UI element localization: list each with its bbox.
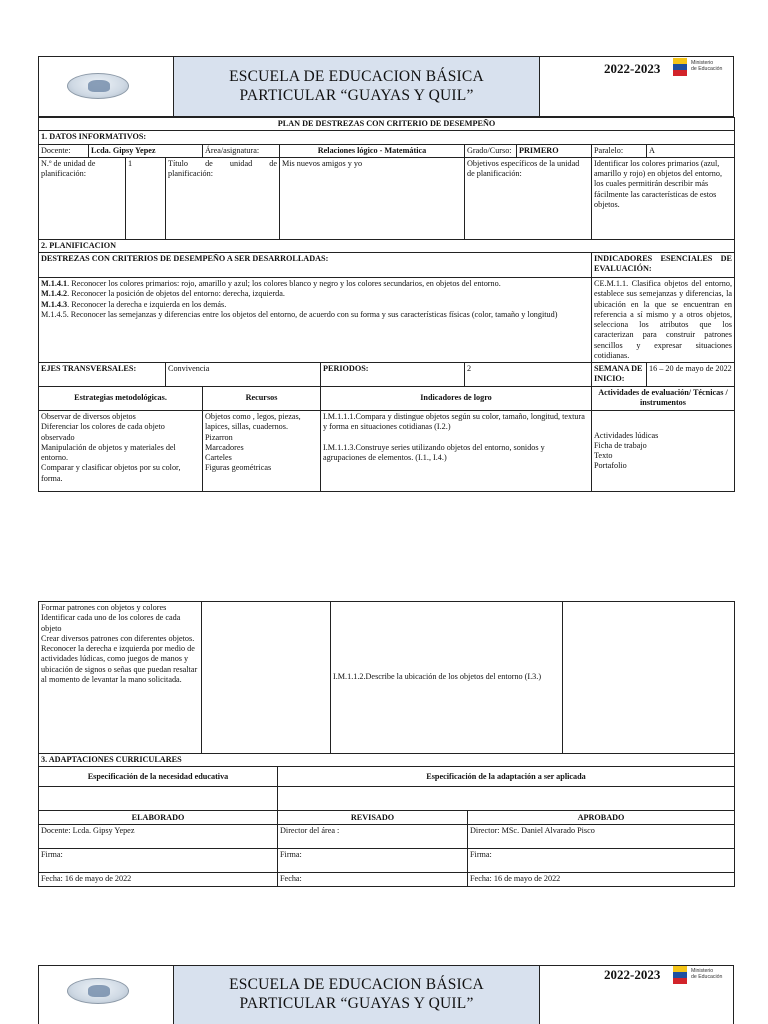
- docente-value: Lcda. Gipsy Yepez: [89, 144, 203, 157]
- grado-value: PRIMERO: [517, 144, 592, 157]
- indicadores-logro-cell: I.M.1.1.1.Compara y distingue objetos según su color, tamaño, longitud, textura y forma en situaciones cotidianas (I.2.) I.M.1.1.3.Construye series utilizando objetos del entorno, sonidos y agrupaciones de elementos. (I.1., I.4.): [321, 411, 592, 492]
- adaptaciones-table: [38, 753, 735, 887]
- actividades-cell-2: [563, 602, 735, 754]
- ministry-label: Ministerio de Educación: [691, 60, 723, 72]
- school-title-line1: ESCUELA DE EDUCACION BÁSICA: [229, 976, 484, 993]
- destrezas-list: [39, 278, 592, 363]
- docente-label: Docente:: [39, 144, 89, 157]
- necesidad-value: [39, 787, 278, 811]
- semana-label: SEMANA DE INICIO:: [592, 363, 647, 387]
- ministry-flag-icon: [673, 966, 687, 984]
- page1-header: [38, 56, 734, 117]
- espec-adaptacion: Especificación de la adaptación a ser aplicada: [278, 767, 735, 787]
- estrategias-cell: Observar de diversos objetos Diferenciar los colores de cada objeto observado Manipulación de objetos y materiales del entorno. Comparar y clasificar objetos por su color, forma.: [39, 411, 203, 492]
- paralelo-value: A: [647, 144, 735, 157]
- col-actividades: Actividades de evaluación/ Técnicas / instrumentos: [592, 387, 735, 411]
- destreza-1: M.1.4.1. Reconocer los colores primarios: rojo, amarillo y azul; los colores blanco y negro y los colores secundarios, en objetos del entorno.: [41, 279, 501, 288]
- espec-necesidad: Especificación de la necesidad educativa: [39, 767, 278, 787]
- estrategias-cell-2: Formar patrones con objetos y colores Identificar cada uno de los colores de cada objeto Crear diversos patrones con diferentes objetos. Reconocer la derecha e izquierda por medio de actividades lúdicas, como juegos de manos y ubicación de signos o señas que puedan resaltar al momento de levantar la mano solicitada.: [39, 602, 202, 754]
- adaptacion-value: [278, 787, 735, 811]
- recursos-cell-2: [202, 602, 331, 754]
- grado-label: Grado/Curso:: [465, 144, 517, 157]
- destrezas-header: DESTREZAS CON CRITERIOS DE DESEMPEÑO A SER DESARROLLADAS:: [39, 253, 592, 278]
- ministry-label: Ministerio de Educación: [691, 968, 723, 980]
- paralelo-label: Paralelo:: [592, 144, 647, 157]
- section-datos-informativos: 1. DATOS INFORMATIVOS:: [39, 131, 735, 144]
- periodos-label: PERIODOS:: [321, 363, 465, 387]
- col-indicadores: Indicadores de logro: [321, 387, 592, 411]
- section-adaptaciones: 3. ADAPTACIONES CURRICULARES: [39, 754, 735, 767]
- elaborado-docente: Docente: Lcda. Gipsy Yepez: [39, 825, 278, 849]
- school-title-line2: PARTICULAR “GUAYAS Y QUIL”: [239, 994, 474, 1012]
- destreza-2: M.1.4.2. Reconocer la posición de objetos del entorno: derecha, izquierda.: [41, 289, 285, 299]
- elaborado-firma: Firma:: [39, 849, 278, 873]
- unidad-label: N.º de unidad de planificación:: [39, 157, 126, 239]
- aprobado-firma: Firma:: [468, 849, 735, 873]
- area-value: Relaciones lógico - Matemática: [280, 144, 465, 157]
- ministry-flag-icon: [673, 58, 687, 76]
- indicadores-header: INDICADORES ESENCIALES DE EVALUACIÓN:: [592, 253, 735, 278]
- col-recursos: Recursos: [203, 387, 321, 411]
- section-planificacion: 2. PLANIFICACION: [39, 239, 735, 252]
- revisado-header: REVISADO: [278, 811, 468, 825]
- destreza-3: M.1.4.3. Reconocer la derecha e izquierda en los demás.: [41, 299, 227, 309]
- school-year: 2022-2023: [604, 967, 661, 982]
- school-title-line1: ESCUELA DE EDUCACION BÁSICA: [229, 67, 484, 85]
- recursos-cell: Objetos como , legos, piezas, lapices, sillas, cuadernos. Pizarron Marcadores Carteles Figuras geométricas: [203, 411, 321, 492]
- plan-table: [38, 117, 735, 492]
- aprobado-director: Director: MSc. Daniel Alvarado Pisco: [468, 825, 735, 849]
- ejes-label: EJES TRANSVERSALES:: [39, 363, 166, 387]
- school-title-line2: PARTICULAR “GUAYAS Y QUIL”: [239, 86, 474, 104]
- col-estrategias: Estrategias metodológicas.: [39, 387, 203, 411]
- indicador-cell-2: I.M.1.1.2.Describe la ubicación de los objetos del entorno (I.3.): [331, 602, 563, 754]
- school-title: [173, 966, 540, 1024]
- objetivos-value: Identificar los colores primarios (azul, amarillo y rojo) en objetos del entorno, los cuales permitirán describir más fácilmente las características de estos objetos.: [592, 157, 735, 239]
- school-logo-icon: [67, 978, 129, 1004]
- titulo-value: Mis nuevos amigos y yo: [280, 157, 465, 239]
- school-logo-icon: [67, 73, 129, 99]
- actividades-cell: Actividades lúdicas Ficha de trabajo Texto Portafolio: [592, 411, 735, 492]
- revisado-fecha: Fecha:: [278, 873, 468, 886]
- semana-value: 16 – 20 de mayo de 2022: [647, 363, 735, 387]
- indicador-evaluacion: CE.M.1.1. Clasifica objetos del entorno, establece sus semejanzas y diferencias, la ubicación en la que se encuentran en referencia a sí mismo y a otros objetos, selecciona los atributos que los caracterizan para construir patrones sencillos y expresar situaciones cotidianas.: [592, 278, 735, 363]
- plan-continuation-table: [38, 601, 735, 754]
- area-label: Área/asignatura:: [203, 144, 280, 157]
- school-year: 2022-2023: [604, 61, 661, 76]
- objetivos-label: Objetivos específicos de la unidad de planificación:: [465, 157, 592, 239]
- elaborado-fecha: Fecha: 16 de mayo de 2022: [39, 873, 278, 886]
- unidad-value: 1: [126, 157, 166, 239]
- elaborado-header: ELABORADO: [39, 811, 278, 825]
- titulo-label: Título de unidad de planificación:: [166, 157, 280, 239]
- destreza-4: M.1.4.5. Reconocer las semejanzas y diferencias entre los objetos del entorno, de acuerdo con su forma y sus características físicas (color, tamaño y longitud): [41, 309, 558, 319]
- aprobado-fecha: Fecha: 16 de mayo de 2022: [468, 873, 735, 886]
- revisado-firma: Firma:: [278, 849, 468, 873]
- revisado-director: Director del área :: [278, 825, 468, 849]
- school-title: [173, 57, 540, 116]
- plan-title: PLAN DE DESTREZAS CON CRITERIO DE DESEMPEÑO: [39, 118, 735, 131]
- aprobado-header: APROBADO: [468, 811, 735, 825]
- periodos-value: 2: [465, 363, 592, 387]
- page2-header: [38, 965, 734, 1024]
- ejes-value: Convivencia: [166, 363, 321, 387]
